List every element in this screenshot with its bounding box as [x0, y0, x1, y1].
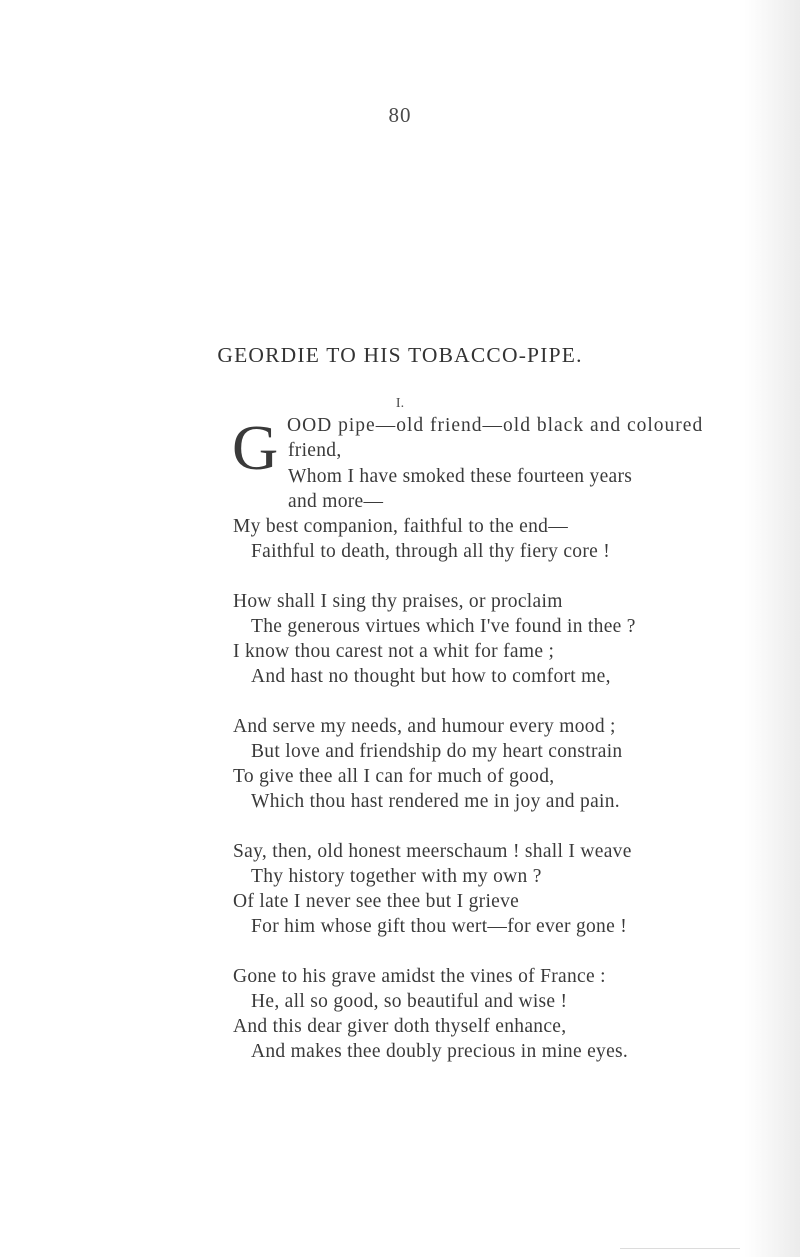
poem-line: To give thee all I can for much of good, [233, 766, 555, 787]
poem-line: Say, then, old honest meerschaum ! shall I weave [233, 841, 632, 862]
page-edge-mark [620, 1248, 740, 1249]
poem-title: GEORDIE TO HIS TOBACCO-PIPE. [217, 343, 583, 367]
poem-line: And this dear giver doth thyself enhance, [233, 1016, 567, 1037]
poem-line: My best companion, faithful to the end— [233, 516, 569, 537]
poem-line: How shall I sing thy praises, or proclaim [233, 591, 563, 612]
poem-line: Of late I never see thee but I grieve [233, 891, 520, 912]
poem-line: I know thou carest not a whit for fame ; [233, 641, 555, 662]
poem-line: and more— [288, 491, 384, 512]
drop-cap: G [232, 412, 279, 483]
poem-line: And hast no thought but how to comfort me, [251, 666, 611, 687]
poem-line: And serve my needs, and humour every mood ; [233, 716, 616, 737]
poem-line: Gone to his grave amidst the vines of France : [233, 966, 606, 987]
poem-line: Which thou hast rendered me in joy and pain. [251, 791, 620, 812]
poem-line: For him whose gift thou wert—for ever gone ! [251, 916, 628, 937]
poem-line: And makes thee doubly precious in mine eyes. [251, 1041, 629, 1062]
poem-line: Whom I have smoked these fourteen years [288, 466, 633, 487]
poem-line: friend, [288, 440, 342, 461]
poem-line: Faithful to death, through all thy fiery core ! [251, 541, 611, 562]
page-number: 80 [388, 103, 412, 127]
poem-line: He, all so good, so beautiful and wise ! [251, 991, 568, 1012]
poem-line: The generous virtues which I've found in thee ? [251, 616, 636, 637]
poem-line: OOD pipe—old friend—old black and coloured [287, 415, 704, 436]
section-number: I. [395, 396, 405, 411]
poem-line: But love and friendship do my heart constrain [251, 741, 623, 762]
poem-line: Thy history together with my own ? [251, 866, 542, 887]
